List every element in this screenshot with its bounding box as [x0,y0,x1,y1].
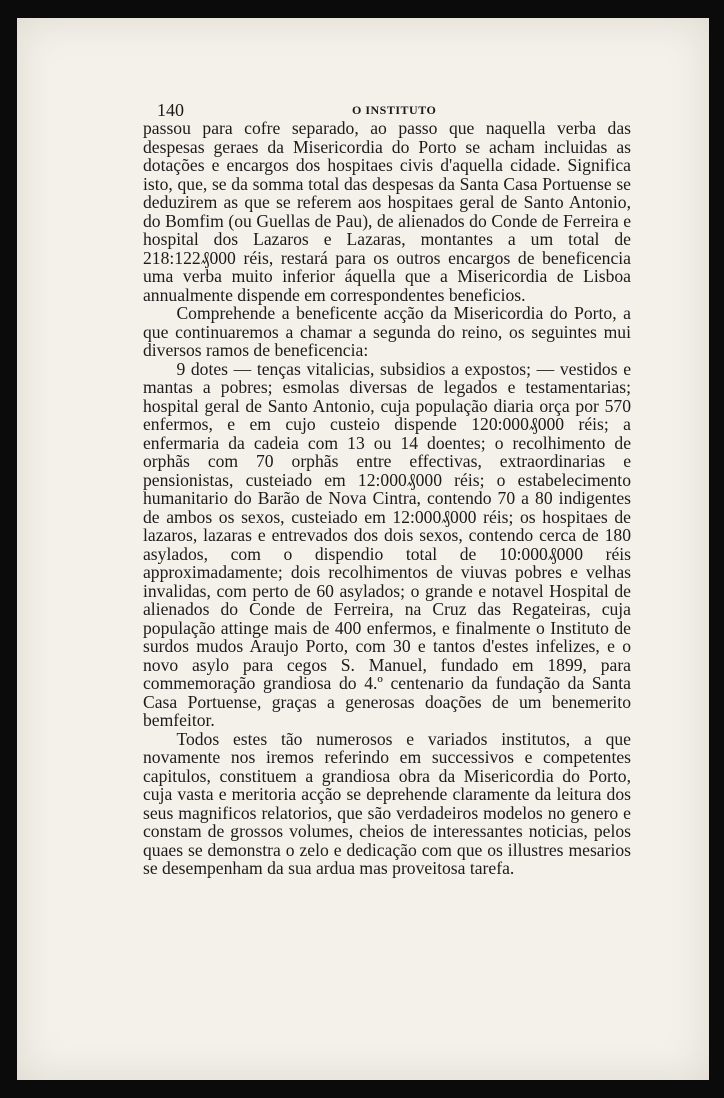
paragraph-3: 9 dotes — tenças vitalicias, subsidios a expostos; — vestidos e mantas a pobres; esmolas diversas de legados e testamentarias; hospital geral de Santo Antonio, cuja população diaria orça por 570 enfermos, e em cujo custeio dispende 120:000₰000 réis; a enfermaria da cadeia com 13 ou 14 doentes; o recolhimento de orphãs com 70 orphãs entre effectivas, extraordinarias e pensionistas, custeiado em 12:000₰000 réis; o estabelecimento humanitario do Barão de Nova Cintra, contendo 70 a 80 indigentes de ambos os sexos, custeiado em 12:000₰000 réis; os hospitaes de lazaros, lazaras e entrevados dos dois sexos, contendo cerca de 180 asylados, com o dispendio total de 10:000₰000 réis approximadamente; dois recolhimentos de viuvas pobres e velhas invalidas, com perto de 60 asylados; o grande e notavel Hospital de alienados do Conde de Ferreira, na Cruz das Regateiras, cuja população attinge mais de 400 enfermos, e finalmente o Instituto de surdos mudos Araujo Porto, com 30 e tantos d'estes infelizes, e o novo asylo para cegos S. Manuel, fundado em 1899, para commemoração grandiosa do 4.º centenario da fundação da Santa Casa Portuense, graças a generosas doações de um benemerito bemfeitor. [143,358,631,730]
body-text [143,119,631,878]
running-title: O INSTITUTO [352,103,437,117]
paragraph-1: passou para cofre separado, ao passo que naquella verba das despesas geraes da Misericordia do Porto se acham incluidas as dotações e encargos dos hospitaes civis d'aquella cidade. Significa isto, que, se da somma total das despesas da Santa Casa Portuense se deduzirem as que se referem aos hospitaes geral de Santo Antonio, do Bomfim (ou Guellas de Pau), de alienados do Conde de Ferreira e hospital dos Lazaros e Lazaras, montantes a um total de 218:122₰000 réis, restará para os outros encargos de beneficencia uma verba muito inferior áquella que a Misericordia de Lisboa annualmente dispende em correspondentes beneficios. [143,118,631,305]
page-number: 140 [157,100,184,120]
paragraph-2: Comprehende a beneficente acção da Misericordia do Porto, a que continuaremos a chamar a segunda do reino, os seguintes mui diversos ramos de beneficencia: [143,303,631,360]
paragraph-4: Todos estes tão numerosos e variados institutos, a que novamente nos iremos referindo em successivos e competentes capitulos, constituem a grandiosa obra da Misericordia do Porto, cuja vasta e meritoria acção se deprehende claramente da leitura dos seus magnificos relatorios, que são verdadeiros modelos no genero e constam de grossos volumes, cheios de interessantes noticias, pelos quaes se demonstra o zelo e dedicação com que os illustres mesarios se desempenham da sua ardua mas proveitosa tarefa. [143,728,631,878]
